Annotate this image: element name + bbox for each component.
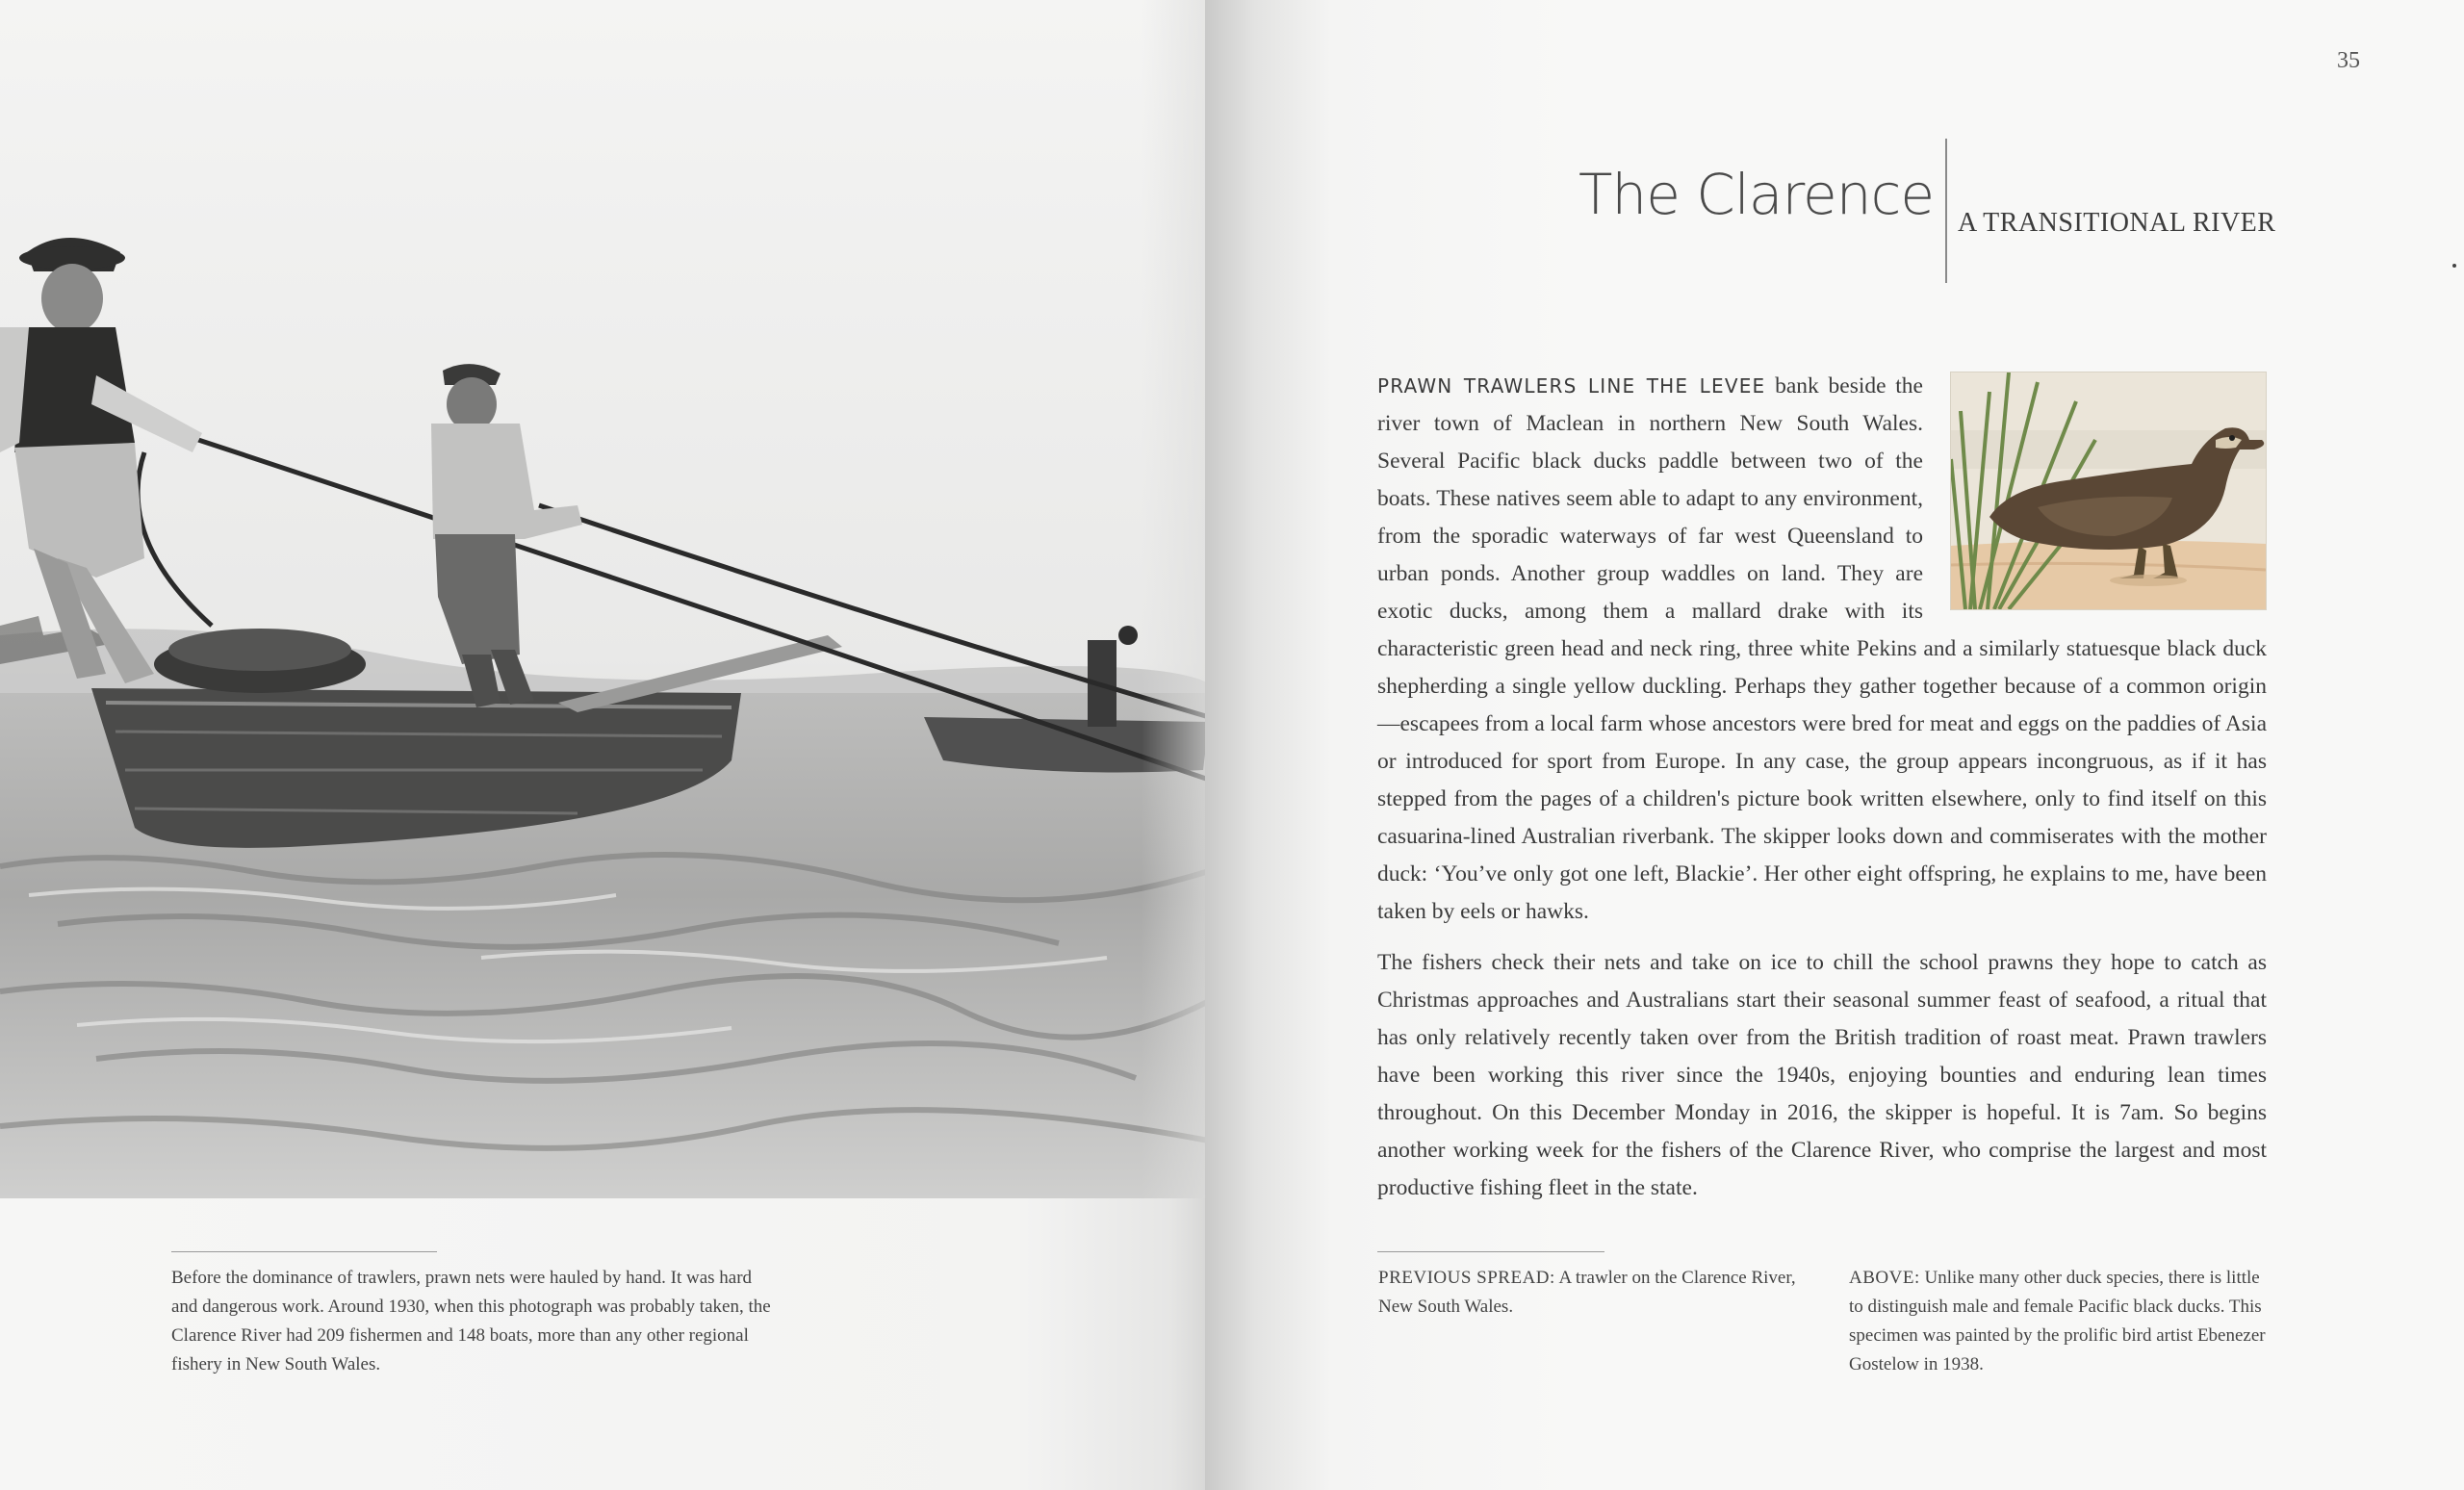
margin-dot [2452,264,2456,268]
caption-above [1849,1264,2272,1379]
fishermen-photograph [0,0,1209,1198]
left-page [0,0,1205,1490]
pacific-black-duck-illustration [1950,372,2267,610]
page-number: 35 [2337,48,2360,73]
body-text [1377,368,2267,1220]
chapter-title: The Clarence [1578,162,1935,227]
left-caption-rule [171,1251,437,1252]
chapter-subtitle: A TRANSITIONAL RIVER [1958,208,2276,238]
left-photo-caption: Before the dominance of trawlers, prawn nets were hauled by hand. It was hard and dangerous work. Around 1930, when this photograph was probably taken, the Clarence River had 209 fishermen and 148 boats, more than any other regional fishery in New South Wales. [171,1268,771,1374]
body-lead-caps: PRAWN TRAWLERS LINE THE LEVEE [1377,374,1766,398]
caption-above-label: ABOVE: [1849,1268,1920,1288]
caption-previous-spread [1378,1264,1821,1322]
caption-above-text: Unlike many other duck species, there is little to distinguish male and female Pacific black ducks. This specimen was painted by the prolific bird artist Ebenezer Gostelow in 1938. [1849,1268,2266,1374]
caption-previous-text: A trawler on the Clarence River, New South Wales. [1378,1268,1796,1317]
body-paragraph-2: The fishers check their nets and take on ice to chill the school prawns they hope to catch as Christmas approaches and Australians start their seasonal summer feast of seafood, a ritual that has only relatively recently taken over from the British tradition of roast meat. Prawn trawlers have been working this river since the 1940s, enjoying bounties and enduring lean times throughout. On this December Monday in 2016, the skipper is hopeful. It is 7am. So begins another working week for the fishers of the Clarence River, who comprise the largest and most productive fishing fleet in the state. [1377,950,2267,1200]
title-divider [1945,139,1947,283]
body-paragraph-1-text: bank beside the river town of Maclean in northern New South Wales. Several Pacific black ducks paddle between two of the boats. These natives seem able to adapt to any environment, from the sporadic waterways of far west Queensland to urban ponds. Another group waddles on land. They are exotic ducks, among them a mallard drake with its characteristic green head and neck ring, three white Pekins and a similarly statuesque black duck shepherding a single yellow duckling. Perhaps they gather together because of a common origin—escapees from a local farm whose ancestors were bred for meat and eggs on the paddies of Asia or introduced for sport from Europe. In any case, the group appears incongruous, as if it has stepped from the pages of a children's picture book written elsewhere, only to find itself on this casuarina-lined Australian riverbank. The skipper looks down and commiserates with the mother duck: ‘You’ve only got one left, Blackie’. Her other eight offspring, he explains to me, have been taken by eels or hawks. [1377,373,2267,924]
right-caption-rule [1377,1251,1604,1252]
caption-previous-label: PREVIOUS SPREAD: [1378,1268,1555,1288]
